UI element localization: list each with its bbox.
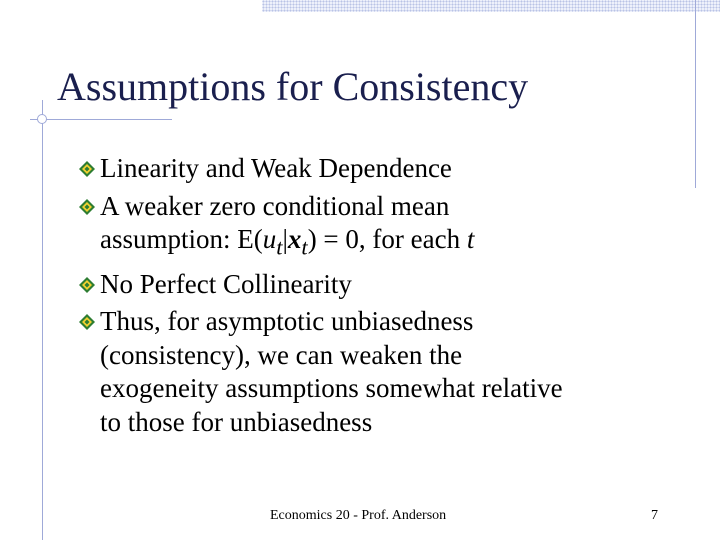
header-band [262, 0, 720, 12]
bullet-text-continued: to those for unbiasedness [100, 406, 373, 437]
bullet-text-continued: (consistency), we can weaken the [100, 339, 463, 370]
equation-subscript: t [276, 234, 283, 260]
diamond-bullet-icon [78, 276, 96, 294]
page-number: 7 [651, 508, 658, 523]
left-accent-line [42, 100, 43, 540]
bullet-text: No Perfect Collinearity [100, 268, 352, 299]
equation-var-x: x [287, 224, 302, 254]
equation-line [78, 223, 698, 264]
equation-middle: ) = 0, for each [307, 224, 467, 254]
bullet-text-continued: exogeneity assumptions somewhat relative [100, 373, 563, 404]
bullet-item [78, 190, 698, 264]
equation-var-u: u [262, 224, 277, 254]
corner-circle-ornament [37, 114, 47, 124]
diamond-bullet-icon [78, 160, 96, 178]
bullet-item [78, 152, 698, 186]
bullet-text: A weaker zero conditional mean [100, 190, 450, 221]
equation-bar: | [282, 224, 288, 254]
bullet-text: Thus, for asymptotic unbiasedness [100, 306, 474, 337]
slide-footer: Economics 20 - Prof. Anderson [270, 508, 447, 523]
bullet-item [78, 305, 698, 439]
bullet-text: Linearity and Weak Dependence [100, 153, 452, 183]
bullet-list [78, 152, 698, 443]
slide-title: Assumptions for Consistency [57, 64, 529, 109]
equation-var-t: t [466, 224, 475, 254]
title-underline [30, 119, 172, 120]
bullet-item [78, 268, 698, 302]
equation-subscript: t [301, 234, 308, 260]
diamond-bullet-icon [78, 313, 96, 331]
equation-prefix: assumption: E( [100, 224, 263, 254]
diamond-bullet-icon [78, 198, 96, 216]
